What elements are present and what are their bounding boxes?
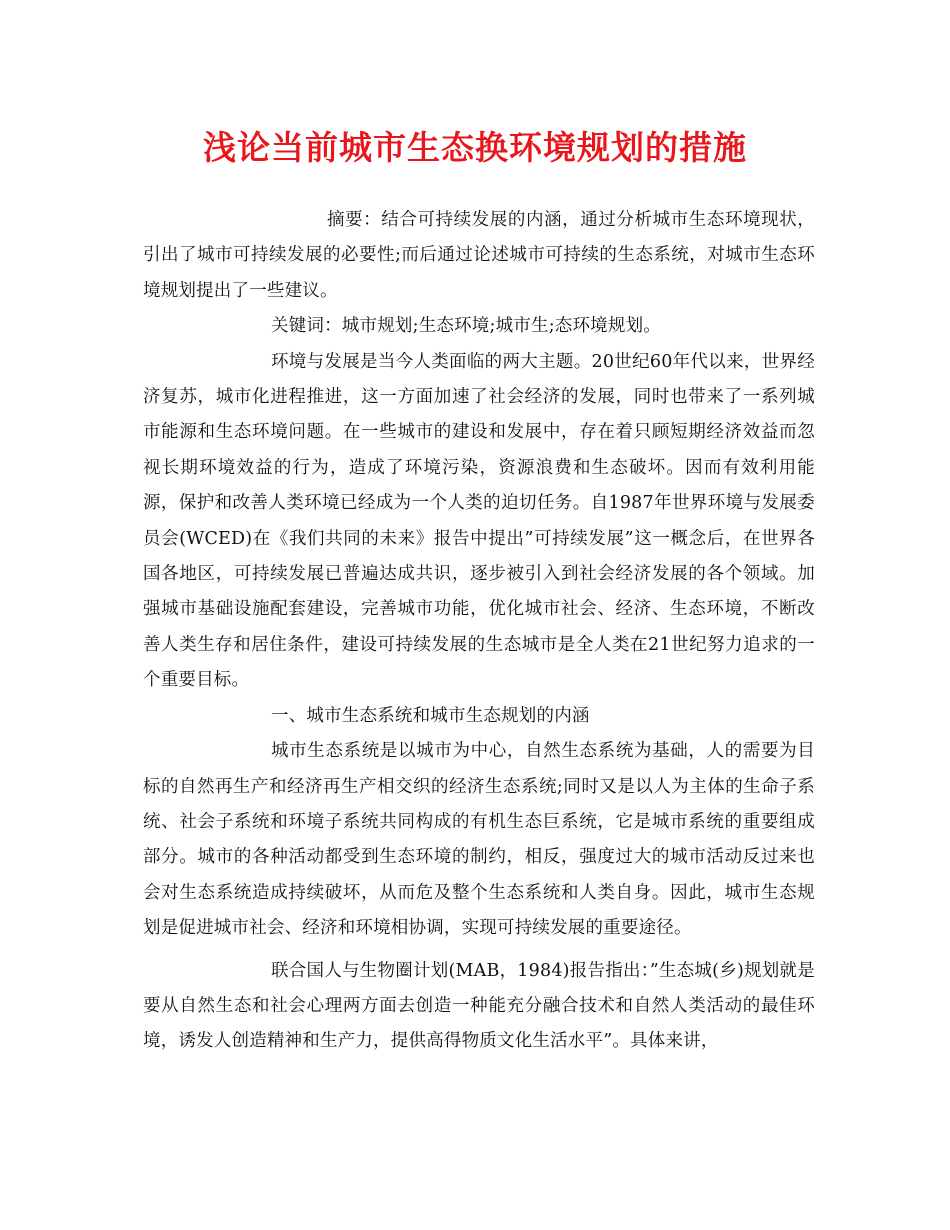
intro-paragraph: 环境与发展是当今人类面临的两大主题。20世纪60年代以来，世界经济复苏，城市化进程推进，这一方面加速了社会经济的发展，同时也带来了一系列城市能源和生态环境问题。在一些城市的建设和发展中，存在着只顾短期经济效益而忽视长期环境效益的行为，造成了环境污染，资源浪费和生态破坏。因而有效利用能源，保护和改善人类环境已经成为一个人类的迫切任务。自1987年世界环境与发展委员会(WCED)在《我们共同的未来》报告中提出”可持续发展”这一概念后，在世界各国各地区，可持续发展已普遍达成共识，逐步被引入到社会经济发展的各个领域。加强城市基础设施配套建设，完善城市功能，优化城市社会、经济、生态环境，不断改善人类生存和居住条件，建设可持续发展的生态城市是全人类在21世纪努力追求的一个重要目标。 bbox=[143, 351, 815, 691]
keywords-paragraph: 关键词：城市规划;生态环境;城市生;态环境规划。 bbox=[271, 316, 661, 337]
abstract-paragraph: 摘要：结合可持续发展的内涵，通过分析城市生态环境现状，引出了城市可持续发展的必要性;而后通过论述城市可持续的生态系统，对城市生态环境规划提出了一些建议。 bbox=[143, 210, 815, 301]
body-paragraph: 城市生态系统是以城市为中心，自然生态系统为基础，人的需要为目标的自然再生产和经济再生产相交织的经济生态系统;同时又是以人为主体的生命子系统、社会子系统和环境子系统共同构成的有机生态巨系统，它是城市系统的重要组成部分。城市的各种活动都受到生态环境的制约，相反，强度过大的城市活动反过来也会对生态系统造成持续破坏，从而危及整个生态系统和人类自身。因此，城市生态规划是促进城市社会、经济和环境相协调，实现可持续发展的重要途径。 bbox=[143, 741, 815, 939]
document-body bbox=[143, 203, 815, 1060]
document-title: 浅论当前城市生态换环境规划的措施 bbox=[203, 128, 747, 167]
section-heading-1: 一、城市生态系统和城市生态规划的内涵 bbox=[271, 705, 590, 726]
body-paragraph: 联合国人与生物圈计划(MAB，1984)报告指出：”生态城(乡)规划就是要从自然生态和社会心理两方面去创造一种能充分融合技术和自然人类活动的最佳环境，诱发人创造精神和生产力，提供高得物质文化生活水平”。具体来讲， bbox=[143, 960, 815, 1052]
